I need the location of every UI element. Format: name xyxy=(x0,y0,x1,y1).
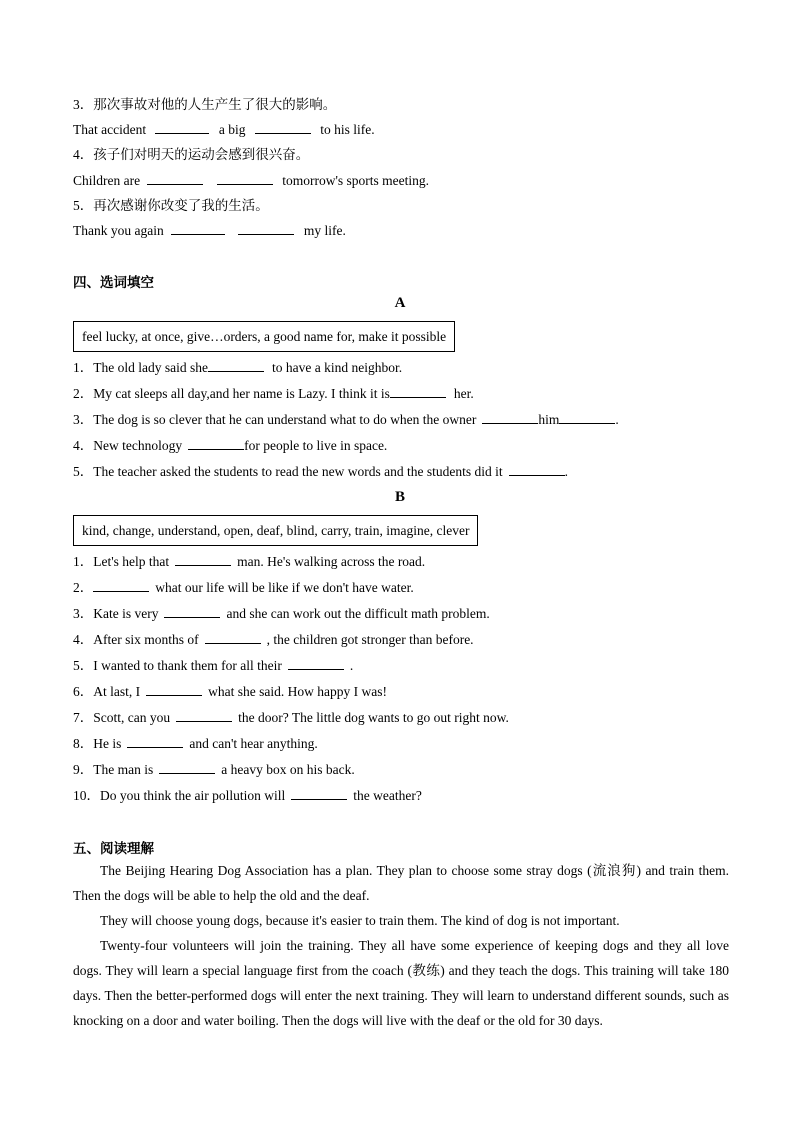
b-item-num: 5． xyxy=(73,658,94,673)
q4-text-c: tomorrow's sports meeting. xyxy=(282,173,430,188)
a-item-text: The old lady said she xyxy=(93,360,208,375)
q4-english xyxy=(73,172,429,190)
part4-heading: 四、选词填空 xyxy=(73,275,154,291)
b-item-text: , the children got stronger than before. xyxy=(266,632,474,647)
q3-text-c: to his life. xyxy=(320,122,375,137)
b-item-text: Kate is very xyxy=(93,606,159,621)
b-item-num: 3． xyxy=(73,606,94,621)
b-item-7-blank[interactable] xyxy=(176,709,232,722)
b-item-text: The man is xyxy=(93,762,154,777)
b-item-num: 8． xyxy=(73,736,94,751)
a-item-5-blank[interactable] xyxy=(509,463,565,476)
b-item-num: 9． xyxy=(73,762,94,777)
q5-english xyxy=(73,222,346,240)
b-item-8-blank[interactable] xyxy=(127,735,183,748)
b-item-text: the weather? xyxy=(353,788,422,803)
a-item-text: her. xyxy=(453,386,474,401)
b-item-text: At last, I xyxy=(93,684,141,699)
a-item-3-blank-2[interactable] xyxy=(559,411,615,424)
b-item-text: man. He's walking across the road. xyxy=(237,554,426,569)
a-item-2-blank[interactable] xyxy=(390,385,446,398)
b-item-text: Do you think the air pollution will xyxy=(100,788,286,803)
q3-blank-1[interactable] xyxy=(155,121,209,134)
q5-blank-2[interactable] xyxy=(238,222,294,235)
b-item-3 xyxy=(73,605,490,623)
b-item-text: what she said. How happy I was! xyxy=(208,684,387,699)
section-a-title: A xyxy=(394,295,406,311)
a-item-2 xyxy=(73,385,474,403)
a-item-num: 5． xyxy=(73,464,94,479)
b-item-3-blank[interactable] xyxy=(164,605,220,618)
b-item-9 xyxy=(73,761,355,779)
b-item-2-blank[interactable] xyxy=(93,579,149,592)
a-item-4 xyxy=(73,437,387,455)
b-item-text: Scott, can you xyxy=(93,710,171,725)
b-item-text: and she can work out the difficult math problem. xyxy=(226,606,490,621)
a-item-5 xyxy=(73,463,568,481)
b-item-5 xyxy=(73,657,353,675)
b-item-4 xyxy=(73,631,474,649)
a-item-4-blank[interactable] xyxy=(188,437,244,450)
q5-chinese: 5．再次感谢你改变了我的生活。 xyxy=(73,198,269,213)
b-item-5-blank[interactable] xyxy=(288,657,344,670)
passage-paragraph-3: Twenty-four volunteers will join the training. They all have some experience of keeping dogs and they all love dogs. They will learn a special language first from the coach (教练) and they teach the dogs. This training will take 180 days. Then the better-performed dogs will enter the next training. They will learn to understand different sounds, such as knocking on a door and water boiling. Then the dogs will live with the deaf or the old for 30 days. xyxy=(73,938,729,1028)
a-item-text: to have a kind neighbor. xyxy=(271,360,403,375)
b-item-1-blank[interactable] xyxy=(175,553,231,566)
b-item-10 xyxy=(73,787,422,805)
passage-paragraph-2: They will choose young dogs, because it's easier to train them. The kind of dog is not important. xyxy=(100,913,620,928)
b-item-6-blank[interactable] xyxy=(146,683,202,696)
a-item-text: The dog is so clever that he can understand what to do when the owner xyxy=(93,412,477,427)
b-item-2 xyxy=(73,579,414,597)
passage-paragraph-1: The Beijing Hearing Dog Association has a plan. They plan to choose some stray dogs (流浪狗) and train them. Then the dogs will be able to help the old and the deaf. xyxy=(73,863,729,903)
q4-blank-1[interactable] xyxy=(147,172,203,185)
b-item-10-blank[interactable] xyxy=(291,787,347,800)
b-item-text: and can't hear anything. xyxy=(189,736,318,751)
a-item-text: him xyxy=(538,412,560,427)
b-item-num: 7． xyxy=(73,710,94,725)
q5-text-a: Thank you again xyxy=(73,223,164,238)
b-item-num: 6． xyxy=(73,684,94,699)
b-item-text: what our life will be like if we don't have water. xyxy=(155,580,414,595)
b-item-text: He is xyxy=(93,736,122,751)
a-item-3-blank-1[interactable] xyxy=(482,411,538,424)
b-item-1 xyxy=(73,553,425,571)
q3-blank-2[interactable] xyxy=(255,121,311,134)
a-item-num: 2． xyxy=(73,386,94,401)
a-item-1-blank[interactable] xyxy=(208,359,264,372)
b-item-num: 10． xyxy=(73,788,100,803)
q3-text-a: That accident xyxy=(73,122,147,137)
a-item-num: 1． xyxy=(73,360,94,375)
b-item-7 xyxy=(73,709,509,727)
b-item-num: 1． xyxy=(73,554,94,569)
q3-english xyxy=(73,121,375,139)
b-item-text: a heavy box on his back. xyxy=(221,762,355,777)
q4-text-a: Children are xyxy=(73,173,141,188)
section-b-word-box: kind, change, understand, open, deaf, blind, carry, train, imagine, clever xyxy=(73,515,478,546)
b-item-num: 2． xyxy=(73,580,94,595)
section-a-word-box: feel lucky, at once, give…orders, a good name for, make it possible xyxy=(73,321,455,352)
b-item-4-blank[interactable] xyxy=(205,631,261,644)
b-item-6 xyxy=(73,683,387,701)
a-item-text: The teacher asked the students to read the new words and the students did it xyxy=(93,464,503,479)
a-item-text: for people to live in space. xyxy=(244,438,388,453)
a-item-text: New technology xyxy=(93,438,183,453)
q5-blank-1[interactable] xyxy=(171,222,225,235)
q3-chinese: 3．那次事故对他的人生产生了很大的影响。 xyxy=(73,97,337,112)
a-item-text: My cat sleeps all day,and her name is Lazy. I think it is xyxy=(93,386,390,401)
q3-text-b: a big xyxy=(218,122,246,137)
q4-chinese: 4．孩子们对明天的运动会感到很兴奋。 xyxy=(73,147,310,162)
reading-passage xyxy=(73,858,729,1033)
a-item-num: 4． xyxy=(73,438,94,453)
q4-blank-2[interactable] xyxy=(217,172,273,185)
b-item-text: the door? The little dog wants to go out right now. xyxy=(238,710,509,725)
b-item-8 xyxy=(73,735,318,753)
b-item-9-blank[interactable] xyxy=(159,761,215,774)
b-item-text: After six months of xyxy=(93,632,199,647)
b-item-text: Let's help that xyxy=(93,554,170,569)
a-item-text: . xyxy=(564,464,569,479)
section-b-title: B xyxy=(394,489,405,505)
a-item-3 xyxy=(73,411,619,429)
a-item-num: 3． xyxy=(73,412,94,427)
q5-text-c: my life. xyxy=(303,223,346,238)
part5-heading: 五、阅读理解 xyxy=(73,841,154,857)
a-item-1 xyxy=(73,359,402,377)
b-item-text: . xyxy=(349,658,354,673)
b-item-num: 4． xyxy=(73,632,94,647)
b-item-text: I wanted to thank them for all their xyxy=(93,658,282,673)
a-item-text: . xyxy=(615,412,619,427)
